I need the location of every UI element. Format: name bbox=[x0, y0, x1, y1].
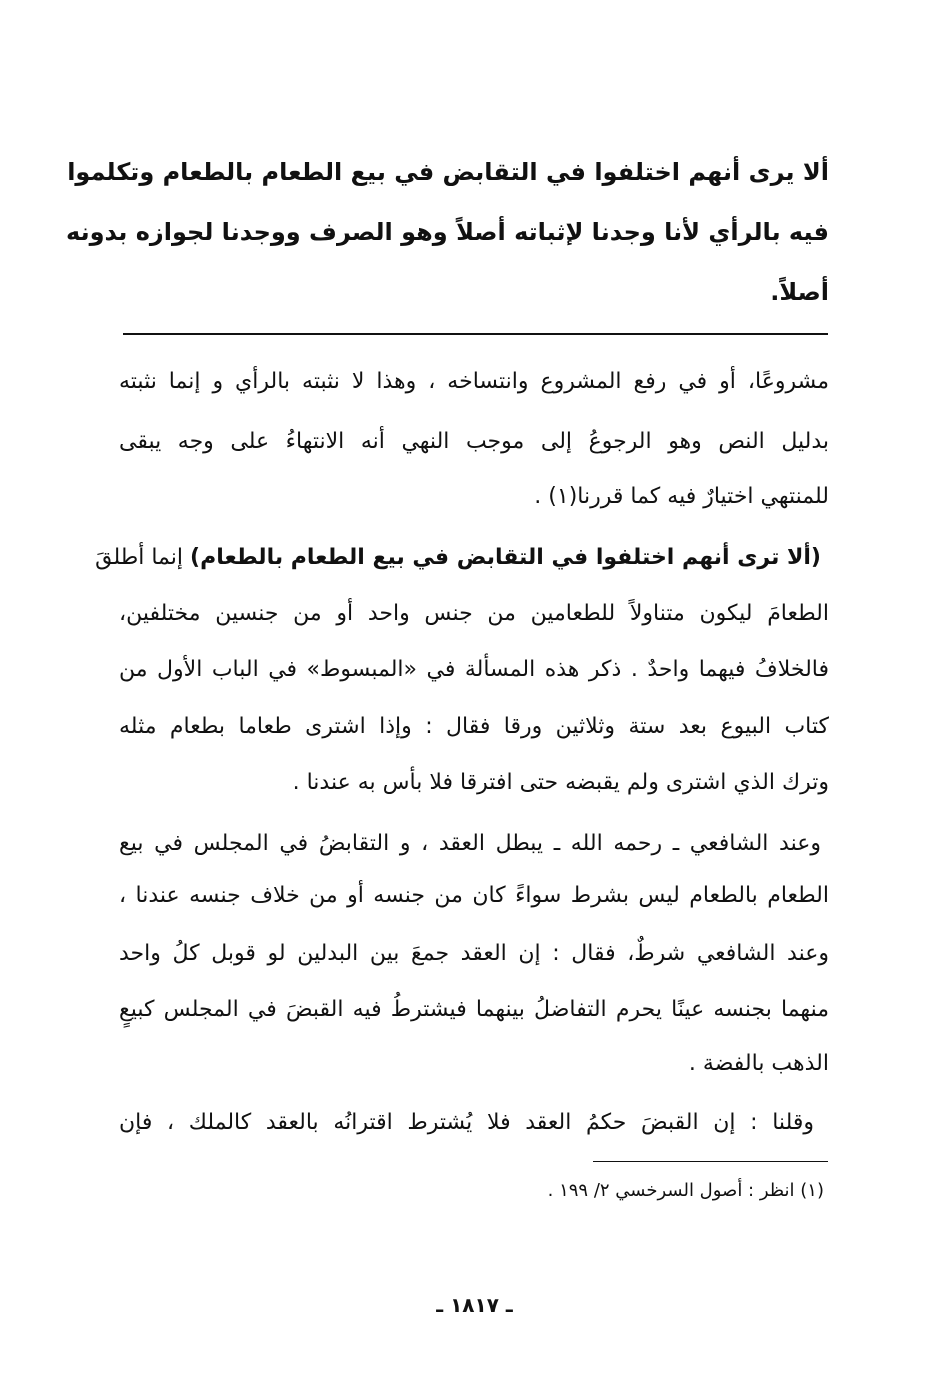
sharh-p3-line-3: وعند الشافعي شرطٌ، فقال : إن العقد جمعَ بين البدلين لو قوبل كلُ واحد bbox=[119, 941, 829, 966]
sharh-p1-line-2: بدليل النص وهو الرجوعُ إلى موجب النهي أنه الانتهاءُ على وجه يبقى bbox=[119, 429, 829, 454]
sharh-p2-line-3: فالخلافُ فيهما واحدٌ . ذكر هذه المسألة في «المبسوط» في الباب الأول من bbox=[119, 657, 829, 682]
footnote: (١) انظر : أصول السرخسي ٢/ ١٩٩ . bbox=[547, 1180, 824, 1201]
sharh-p3-line-5: الذهب بالفضة . bbox=[688, 1051, 829, 1076]
sharh-p3-line-2: الطعام بالطعام ليس بشرط سواءً كان من جنسه أو من خلاف جنسه عندنا ، bbox=[119, 883, 829, 908]
sharh-p2-line-1-rest: إنما أطلقَ bbox=[95, 545, 191, 570]
matn-separator-rule bbox=[123, 333, 828, 335]
sharh-p4-line-1: وقلنا : إن القبضَ حكمُ العقد فلا يُشترط اقترانُه بالعقد كالملك ، فإن bbox=[119, 1110, 814, 1135]
page-number: ـ ١٨١٧ ـ bbox=[436, 1293, 513, 1317]
sharh-p2-line-1 bbox=[95, 538, 821, 578]
matn-line-1: ألا يرى أنهم اختلفوا في التقابض في بيع الطعام بالطعام وتكلموا bbox=[67, 158, 829, 186]
sharh-p1-line-1: مشروعًا، أو في رفع المشروع وانتساخه ، وهذا لا نثبته بالرأي و إنما نثبته bbox=[119, 369, 829, 394]
sharh-p3-line-1: وعند الشافعي ـ رحمه الله ـ يبطل العقد ، و التقابضُ في المجلس في بيع bbox=[119, 831, 821, 856]
matn-line-3: أصلاً. bbox=[770, 278, 829, 306]
sharh-p3-line-4: منهما بجنسه عينًا يحرم التفاضلُ بينهما فيشترطُ فيه القبضَ في المجلس كبيعٍ bbox=[119, 997, 829, 1022]
sharh-p1-line-3: للمنتهي اختيارٌ فيه كما قررنا(١) . bbox=[534, 484, 829, 509]
footnote-rule bbox=[593, 1161, 828, 1162]
sharh-p2-line-5: وترك الذي اشترى ولم يقبضه حتى افترقا فلا بأس به عندنا . bbox=[292, 770, 829, 795]
matn-line-2: فيه بالرأي لأنا وجدنا لإثباته أصلاً وهو الصرف ووجدنا لجوازه بدونه bbox=[66, 218, 829, 246]
sharh-p2-line-4: كتاب البيوع بعد ستة وثلاثين ورقا فقال : وإذا اشترى طعاما بطعام مثله bbox=[119, 714, 829, 739]
sharh-p2-line-2: الطعامَ ليكون متناولاً للطعامين من جنس واحد أو من جنسين مختلفين، bbox=[119, 601, 829, 626]
quoted-matn-segment: (ألا ترى أنهم اختلفوا في التقابض في بيع الطعام بالطعام) bbox=[190, 545, 821, 570]
